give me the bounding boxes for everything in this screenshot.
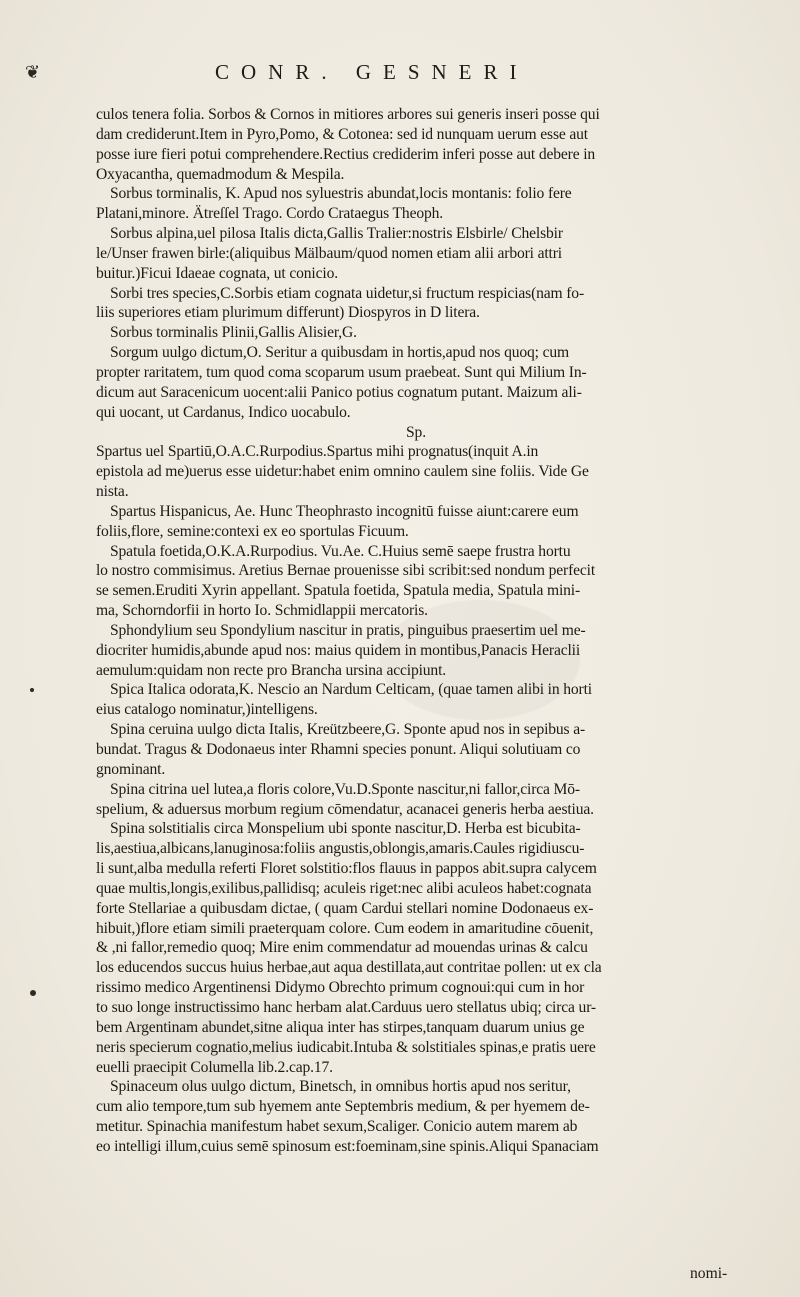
text-line: bem Argentinam abundet,sitne aliqua inter has stirpes,tanquam duarum unius ge: [96, 1018, 585, 1036]
text-line: eo intelligi illum,cuius semē spinosum est:foeminam,sine spinis.Aliqui Spanaciam: [96, 1137, 599, 1155]
text-line: Sorbus torminalis, K. Apud nos syluestris abundat,locis montanis: folio fere: [110, 185, 572, 203]
text-line: Sphondylium seu Spondylium nascitur in pratis, pinguibus praesertim uel me-: [110, 621, 586, 639]
text-line: lo nostro commisimus. Aretius Bernae prouenisse sibi scribit:sed nondum perfecit: [96, 562, 596, 580]
text-line: Sorbi tres species,C.Sorbis etiam cognata uidetur,si fructum respicias(nam fo-: [110, 284, 584, 302]
text-line: epistola ad me)uerus esse uidetur:habet enim omnino caulem sine foliis. Vide Ge: [96, 463, 589, 481]
text-line: foliis,flore, semine:contexi ex eo sportulas Ficuum.: [96, 522, 409, 540]
text-line: se semen.Eruditi Xyrin appellant. Spatula foetida, Spatula media, Spatula mini-: [96, 582, 580, 600]
text-line: dam crediderunt.Item in Pyro,Pomo, & Cotonea: sed id nunquam uerum esse aut: [96, 125, 588, 143]
text-line: le/Unser frawen birle:(aliquibus Mälbaum/quod nomen etiam alii arbori attri: [96, 244, 562, 262]
text-line: lis,aestiua,albicans,lanuginosa:foliis angustis,oblongis,amaris.Caules rigidiuscu-: [96, 840, 585, 858]
text-line: Sp.: [406, 423, 426, 441]
text-line: nista.: [96, 483, 129, 501]
text-line: buitur.)Ficui Idaeae cognata, ut conicio.: [96, 264, 338, 282]
text-line: Spina citrina uel lutea,a floris colore,Vu.D.Sponte nascitur,ni fallor,circa Mō-: [110, 780, 580, 798]
text-line: spelium, & aduersus morbum regium cōmendatur, acanacei generis herba aestiua.: [96, 800, 594, 818]
text-line: dicum aut Saracenicum uocent:alii Panico potius cognatum putant. Maizum ali-: [96, 383, 582, 401]
text-line: hibuit,)flore etiam simili praeterquam colore. Cum eodem in amaritudine cōuenit,: [96, 919, 594, 937]
body-text: [96, 105, 736, 1157]
text-line: Platani,minore. Ätreſſel Trago. Cordo Crataegus Theoph.: [96, 205, 444, 223]
text-line: Spatula foetida,O.K.A.Rurpodius. Vu.Ae. C.Huius semē saepe frustra hortu: [110, 542, 571, 560]
text-line: Sorgum uulgo dictum,O. Seritur a quibusdam in hortis,apud nos quoq; cum: [110, 344, 570, 362]
text-line: quae multis,longis,exilibus,pallidisq; aculeis riget:nec alibi aculeos habet:cognata: [96, 879, 592, 897]
text-line: culos tenera folia. Sorbos & Cornos in mitiores arbores sui generis inseri posse qui: [96, 106, 600, 123]
text-line: Oxyacantha, quemadmodum & Mespila.: [96, 165, 345, 183]
text-line: metitur. Spinachia manifestum habet sexum,Scaliger. Conicio autem marem ab: [96, 1118, 578, 1136]
text-line: bundat. Tragus & Dodonaeus inter Rhamni species ponunt. Aliqui solutiuam co: [96, 741, 581, 758]
text-line: Spartus uel Spartiū,O.A.C.Rurpodius.Spartus mihi prognatus(inquit A.in: [96, 443, 539, 461]
margin-mark: [30, 990, 36, 996]
page-header: [0, 60, 800, 94]
text-line: & ,ni fallor,remedio quoq; Mire enim commendatur ad mouendas urinas & calcu: [96, 939, 588, 957]
text-line: gnominant.: [96, 760, 166, 778]
text-line: Sorbus alpina,uel pilosa Italis dicta,Gallis Tralier:nostris Elsbirle/ Chelsbir: [110, 225, 563, 243]
text-line: Spina solstitialis circa Monspelium ubi sponte nascitur,D. Herba est bicubita-: [110, 820, 581, 838]
text-line: cum alio tempore,tum sub hyemem ante Septembris medium, & per hyemem de-: [96, 1098, 590, 1116]
text-line: diocriter humidis,abunde apud nos: maius quidem in montibus,Panacis Heraclii: [96, 641, 581, 659]
text-line: propter raritatem, tum quod coma scoparum usum praebeat. Sunt qui Milium In-: [96, 363, 587, 381]
fleuron-icon: ❦: [25, 62, 41, 83]
text-line: forte Stellariae a quibusdam dictae, ( quam Cardui stellari nomine Dodonaeus ex-: [96, 899, 594, 917]
text-line: euelli praecipit Columella lib.2.cap.17.: [96, 1058, 333, 1076]
text-line: ma, Schorndorfii in horto Io. Schmidlappii mercatoris.: [96, 602, 428, 620]
text-line: los educendos succus huius herbae,aut aqua destillata,aut contritae pollen: ut ex cla: [96, 959, 602, 977]
text-line: eius catalogo nominatur,)intelligens.: [96, 701, 318, 719]
text-line: Sorbus torminalis Plinii,Gallis Alisier,G.: [110, 324, 357, 342]
text-line: Spinaceum olus uulgo dictum, Binetsch, in omnibus hortis apud nos seritur,: [110, 1078, 571, 1096]
margin-mark: [30, 688, 34, 692]
text-line: posse iure fieri potui comprehendere.Rectius crediderim inferi posse aut debere in: [96, 145, 596, 163]
text-line: liis superiores etiam plurimum differunt) Diospyros in D litera.: [96, 304, 480, 322]
text-line: qui uocant, ut Cardanus, Indico uocabulo.: [96, 403, 351, 421]
text-line: Spina ceruina uulgo dicta Italis, Kreützbeere,G. Sponte apud nos in sepibus a-: [110, 721, 586, 739]
running-head: CONR. GESNERI: [215, 60, 529, 84]
catchword: nomi-: [690, 1265, 728, 1282]
text-line: li sunt,alba medulla referti Floret solstitio:flos flauus in pappos abit.supra calycem: [96, 860, 597, 878]
text-line: to suo longe instructissimo hanc herbam alat.Carduus uero stellatus ubiq; circa ur-: [96, 998, 596, 1016]
text-line: Spica Italica odorata,K. Nescio an Nardum Celticam, (quae tamen alibi in horti: [110, 681, 592, 699]
text-line: Spartus Hispanicus, Ae. Hunc Theophrasto incognitū fuisse aiunt:carere eum: [110, 502, 579, 520]
text-line: neris specierum cognatio,melius iudicabit.Intuba & solstitiales spinas,e pratis uere: [96, 1038, 596, 1056]
text-line: aemulum:quidam non recte pro Brancha ursina accipiunt.: [96, 661, 447, 679]
text-line: rissimo medico Argentinensi Didymo Obrechto primum cognoui:qui cum in hor: [96, 979, 585, 997]
